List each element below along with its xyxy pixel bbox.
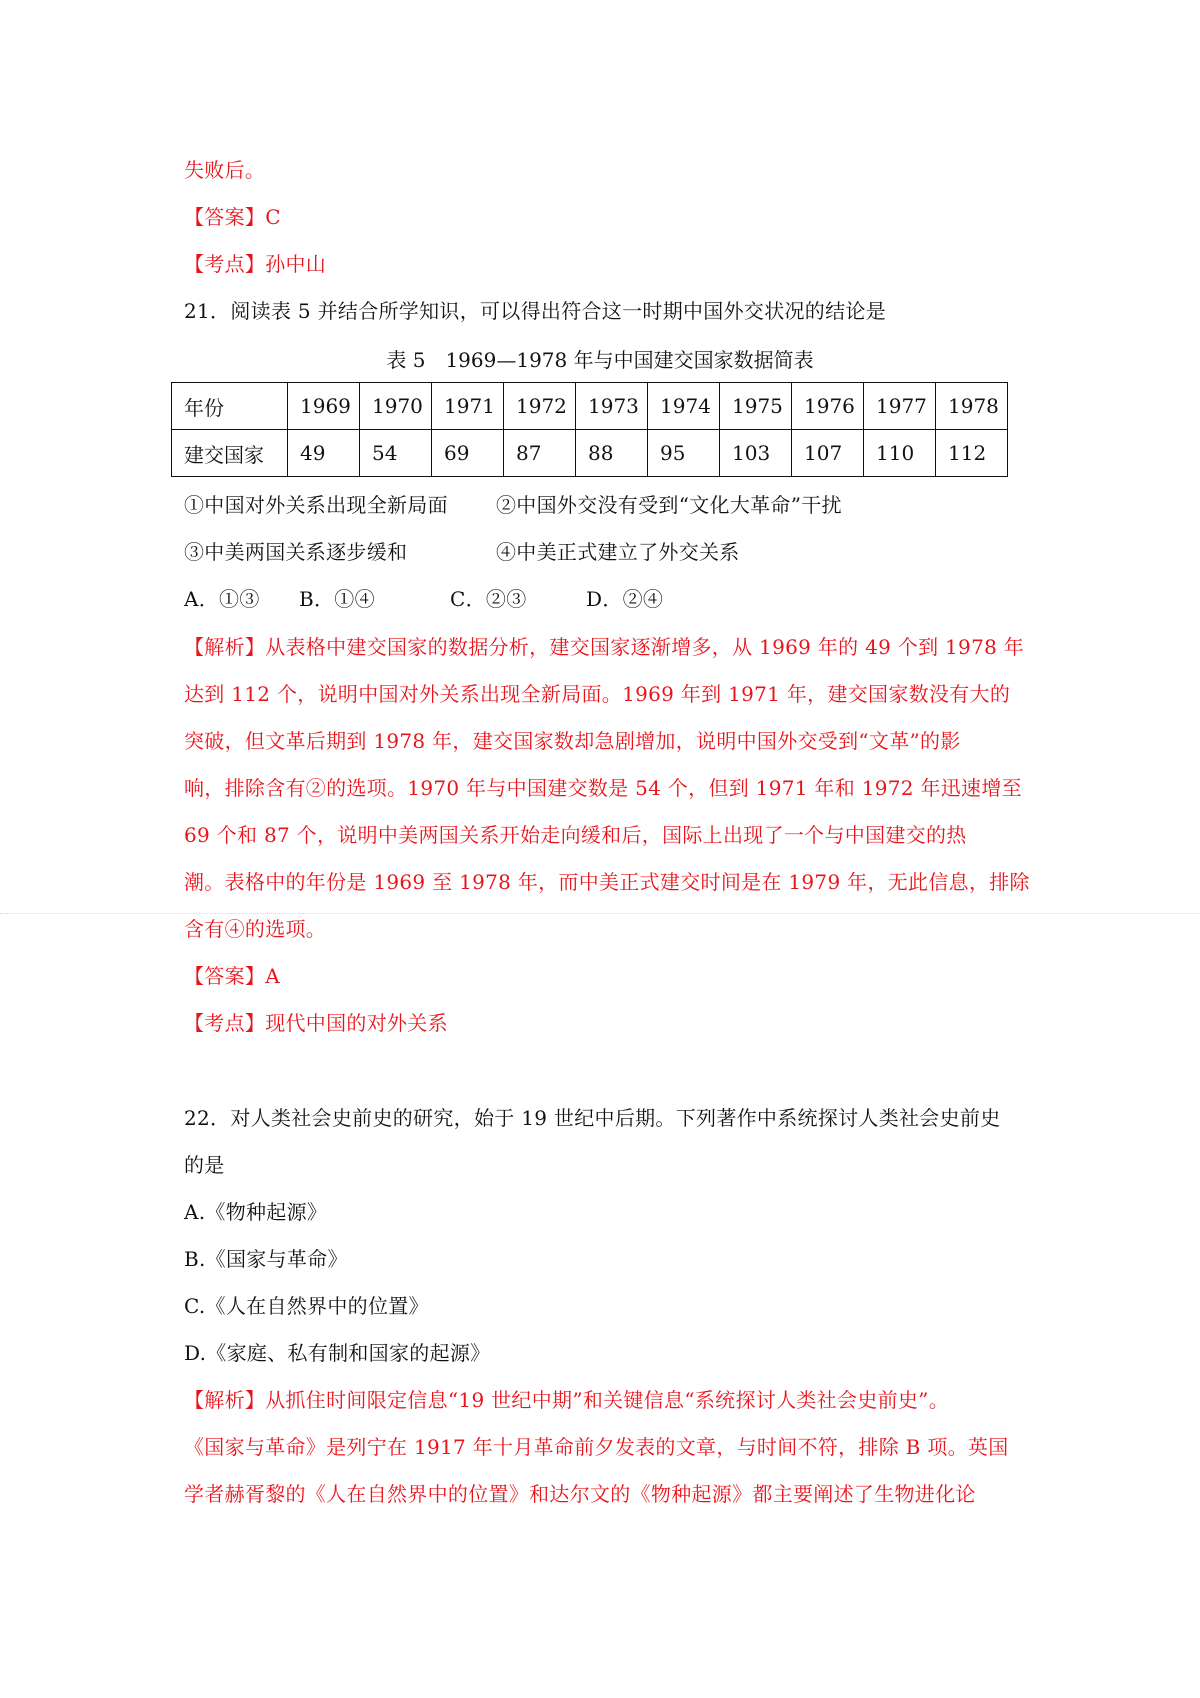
- table-cell: 107: [792, 430, 864, 477]
- table-cell: 1975: [720, 383, 792, 430]
- table-cell: 1971: [432, 383, 504, 430]
- q21-analysis-line-5: 69 个和 87 个，说明中美两国关系开始走向缓和后，国际上出现了一个与中国建交的热: [184, 823, 967, 847]
- analysis-text: 从抓住时间限定信息“19 世纪中期”和关键信息“系统探讨人类社会史前史”。: [265, 1388, 950, 1412]
- table-cell: 87: [504, 430, 576, 477]
- table-cell: 1976: [792, 383, 864, 430]
- table-cell: 88: [576, 430, 648, 477]
- q22-option-a: A.《物种起源》: [184, 1200, 328, 1224]
- option-d: D．②④: [586, 587, 664, 611]
- table-cell: 103: [720, 430, 792, 477]
- row-label-year: 年份: [172, 383, 288, 430]
- q22-option-c: C.《人在自然界中的位置》: [184, 1294, 429, 1318]
- table-cell: 1972: [504, 383, 576, 430]
- q21-answer: [184, 962, 1024, 990]
- topic-tag: 【考点】: [184, 252, 266, 276]
- table-cell: 1970: [360, 383, 432, 430]
- table-caption: 表 5 1969—1978 年与中国建交国家数据简表: [386, 348, 814, 372]
- statements-row-1: [184, 491, 1024, 519]
- table-row: [172, 383, 1008, 430]
- q22-analysis-line-2: 《国家与革命》是列宁在 1917 年十月革命前夕发表的文章，与时间不符，排除 B 项。英国: [184, 1435, 1009, 1459]
- q21-analysis-line-2: 达到 112 个，说明中国对外关系出现全新局面。1969 年到 1971 年，建交国家数没有大的: [184, 682, 1011, 706]
- q21-topic: [184, 1009, 1024, 1037]
- analysis-tag: 【解析】: [184, 1388, 266, 1412]
- statement-4: ④中美正式建立了外交关系: [496, 540, 740, 564]
- table-cell: 1969: [288, 383, 360, 430]
- table-cell: 1973: [576, 383, 648, 430]
- q22-stem-line-1: 22．对人类社会史前史的研究，始于 19 世纪中后期。下列著作中系统探讨人类社会史前史: [184, 1106, 1001, 1130]
- table-cell: 1974: [648, 383, 720, 430]
- q21-analysis-line-7: 含有④的选项。: [184, 917, 327, 941]
- option-b: B．①④: [299, 587, 375, 611]
- option-a: A．①③: [184, 587, 260, 611]
- answer-value: A: [265, 964, 280, 988]
- table-cell: 1978: [936, 383, 1008, 430]
- table-cell: 69: [432, 430, 504, 477]
- q22-analysis-line-1: [184, 1386, 1024, 1414]
- q20-topic: [184, 250, 1024, 278]
- answer-tag: 【答案】: [184, 964, 266, 988]
- answer-tag: 【答案】: [184, 205, 266, 229]
- q22-stem-line-2: 的是: [184, 1153, 225, 1177]
- table-row: [172, 430, 1008, 477]
- statement-3: ③中美两国关系逐步缓和: [184, 540, 408, 564]
- table-cell: 110: [864, 430, 936, 477]
- topic-value: 现代中国的对外关系: [265, 1011, 448, 1035]
- statements-row-2: [184, 538, 1024, 566]
- q21-analysis-line-6: 潮。表格中的年份是 1969 至 1978 年，而中美正式建交时间是在 1979 年，无此信息，排除: [184, 870, 1030, 894]
- analysis-text: 从表格中建交国家的数据分析，建交国家逐渐增多，从 1969 年的 49 个到 1978 年: [265, 635, 1025, 659]
- q22-option-d: D.《家庭、私有制和国家的起源》: [184, 1341, 491, 1365]
- q21-analysis-line-1: [184, 633, 1024, 661]
- q22-option-b: B.《国家与革命》: [184, 1247, 348, 1271]
- page-divider: [0, 913, 1200, 914]
- diplomacy-table: [171, 382, 1008, 477]
- answer-value: C: [265, 205, 281, 229]
- option-c: C．②③: [450, 587, 527, 611]
- q21-analysis-line-4: 响，排除含有②的选项。1970 年与中国建交数是 54 个，但到 1971 年和 1972 年迅速增至: [184, 776, 1022, 800]
- q20-analysis-end: 失败后。: [184, 158, 266, 182]
- topic-tag: 【考点】: [184, 1011, 266, 1035]
- topic-value: 孙中山: [265, 252, 327, 276]
- table-cell: 112: [936, 430, 1008, 477]
- table-cell: 54: [360, 430, 432, 477]
- table-cell: 49: [288, 430, 360, 477]
- q20-answer: [184, 203, 1024, 231]
- statement-1: ①中国对外关系出现全新局面: [184, 493, 448, 517]
- q21-analysis-line-3: 突破，但文革后期到 1978 年，建交国家数却急剧增加，说明中国外交受到“文革”的影: [184, 729, 961, 753]
- table-cell: 95: [648, 430, 720, 477]
- statement-2: ②中国外交没有受到“文化大革命”干扰: [496, 493, 842, 517]
- q22-analysis-line-3: 学者赫胥黎的《人在自然界中的位置》和达尔文的《物种起源》都主要阐述了生物进化论: [184, 1482, 976, 1506]
- analysis-tag: 【解析】: [184, 635, 266, 659]
- q21-stem: 21．阅读表 5 并结合所学知识，可以得出符合这一时期中国外交状况的结论是: [184, 299, 886, 323]
- table-cell: 1977: [864, 383, 936, 430]
- row-label-countries: 建交国家: [172, 430, 288, 477]
- q21-options: [184, 585, 1024, 613]
